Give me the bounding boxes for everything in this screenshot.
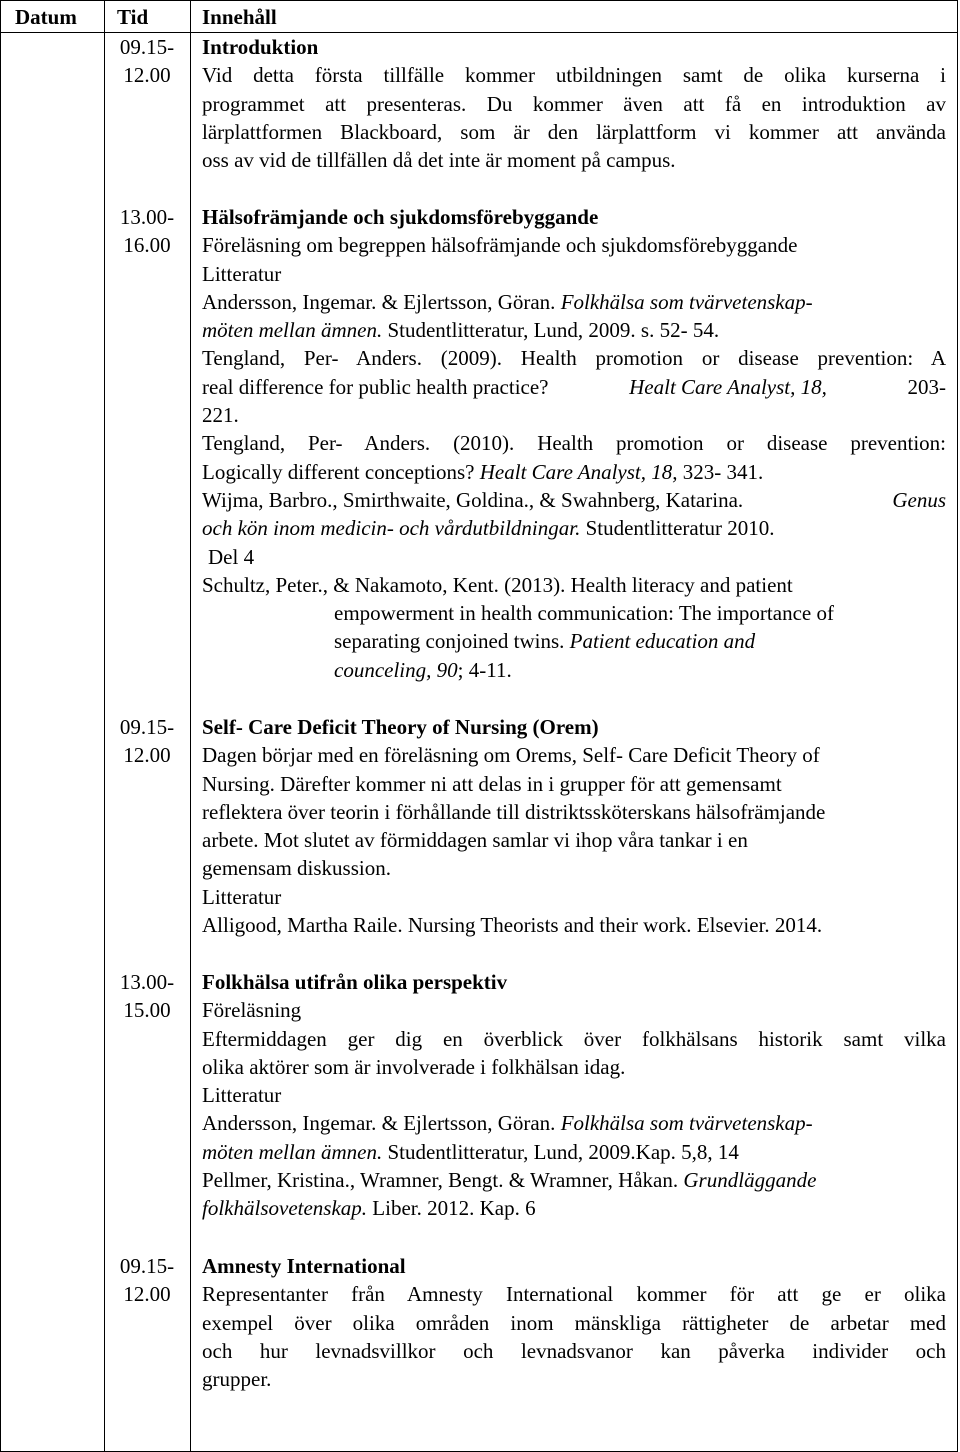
table-border-left [0,0,1,1452]
section-title: Folkhälsa utifrån olika perspektiv [202,970,508,994]
section-title: Hälsofrämjande och sjukdomsförebyggande [202,205,599,229]
paragraph-line: programmet att presenteras. Du kommer även att få en introduktion av [202,91,946,116]
ref-title: Folkhälsa som tvärvetenskap- [560,1111,813,1136]
reference-line: Tengland, Per- Anders. (2009). Health promotion or disease prevention: A [202,346,946,371]
reference-line [202,316,946,344]
paragraph-line: reflektera över teorin i förhållande till distriktssköterskans hälsofrämjande [202,799,826,824]
ref-title: Logically different conceptions? [202,459,475,484]
row-content-introduktion [202,33,946,174]
row-content-amnesty [202,1252,946,1393]
row-time [105,203,189,260]
reference-line [202,458,946,486]
column-divider-tid [190,0,191,1452]
time-end: 12.00 [123,63,171,88]
paragraph-line: lärplattformen Blackboard, som är den lärplattform vi kommer att använda [202,119,946,144]
time-end: 12.00 [123,743,171,768]
paragraph-line: Representanter från Amnesty International kommer för att ge er olika [202,1282,946,1307]
ref-authors: Wijma, Barbro., Smirthwaite, Goldina., & Swahnberg, Katarina. [202,487,744,512]
ref-pages: 323- 341. [682,459,764,484]
ref-journal: Patient education and [569,629,756,654]
header-datum: Datum [15,5,77,29]
paragraph-line: exempel över olika områden inom mänskliga rättigheter de arbetar med [202,1310,946,1335]
row-time [105,713,189,770]
row-time [105,1252,189,1309]
paragraph-line: och hur levnadsvillkor och levnadsvanor kan påverka individer och [202,1338,946,1363]
paragraph-line: Dagen börjar med en föreläsning om Orems, Self- Care Deficit Theory of [202,743,820,768]
paragraph-line: Vid detta första tillfälle kommer utbildningen samt de olika kurserna i [202,63,946,88]
time-start: 13.00- [119,970,175,994]
ref-title: Genus [892,487,946,512]
ref-title: och kön inom medicin- och vårdutbildningar. [202,516,581,541]
reference-line: Tengland, Per- Anders. (2010). Health promotion or disease prevention: [202,431,946,456]
reference-line [202,627,946,655]
reference-line [202,1138,946,1166]
section-title: Introduktion [202,35,319,59]
literature-label: Litteratur [202,884,282,909]
ref-authors: Andersson, Ingemar. & Ejlertsson, Göran. [202,1111,556,1136]
reference-line [202,1109,946,1137]
table-border-right [957,0,958,1452]
header-tid: Tid [117,5,149,29]
reference-line [202,1194,946,1222]
reference-line [202,288,946,316]
row-content-folkhalsa [202,968,946,1223]
section-subtitle: Föreläsning [202,998,302,1023]
reference-line [202,656,946,684]
row-time [105,968,189,1025]
time-start: 13.00- [119,205,175,229]
reference-line [202,373,946,401]
reference-line [202,514,946,542]
literature-label: Litteratur [202,261,282,286]
section-subtitle: Föreläsning om begreppen hälsofrämjande och sjukdomsförebyggande [202,233,798,258]
reference-line: empowerment in health communication: The importance of [334,601,834,626]
ref-publisher: Liber. 2012. Kap. 6 [372,1196,536,1221]
header-innehall: Innehåll [202,5,277,29]
ref-title: möten mellan ämnen. [202,1139,383,1164]
ref-publisher: Studentlitteratur, Lund, 2009.Kap. 5,8, 14 [387,1139,739,1164]
time-end: 12.00 [123,1282,171,1307]
ref-journal: Healt Care Analyst, 18, [629,374,827,399]
ref-title: Grundläggande [683,1168,817,1193]
part-label: Del 4 [208,544,255,569]
row-content-self-care [202,713,946,939]
time-end: 15.00 [123,998,171,1023]
time-end: 16.00 [123,233,171,258]
ref-title: real difference for public health practice? [202,374,549,399]
table-border-top [0,0,958,1]
time-start: 09.15- [119,715,175,739]
ref-title: Folkhälsa som tvärvetenskap- [560,289,813,314]
ref-authors: Andersson, Ingemar. & Ejlertsson, Göran. [202,289,556,314]
paragraph-line: Eftermiddagen ger dig en överblick över folkhälsans historik samt vilka [202,1026,946,1051]
paragraph-line: oss av vid de tillfällen då det inte är moment på campus. [202,148,676,173]
ref-publisher: Studentlitteratur, Lund, 2009. s. 52- 54. [387,318,720,343]
reference-line: 221. [202,403,239,428]
ref-title: möten mellan ämnen. [202,318,383,343]
section-title: Amnesty International [202,1254,406,1278]
ref-pages: ; 4-11. [457,657,512,682]
row-content-halsoframjande [202,203,946,684]
paragraph-line: arbete. Mot slutet av förmiddagen samlar vi ihop våra tankar i en [202,828,748,853]
reference-line: Schultz, Peter., & Nakamoto, Kent. (2013). Health literacy and patient [202,572,793,597]
paragraph-line: olika aktörer som är involverade i folkhälsan idag. [202,1054,626,1079]
time-start: 09.15- [119,35,175,59]
row-time [105,33,189,90]
ref-title: folkhälsovetenskap. [202,1196,368,1221]
time-start: 09.15- [119,1254,175,1278]
ref-pages: 203- [907,374,946,399]
ref-publisher: Studentlitteratur 2010. [585,516,775,541]
reference-line [202,486,946,514]
ref-authors: Pellmer, Kristina., Wramner, Bengt. & Wramner, Håkan. [202,1168,679,1193]
paragraph-line: Nursing. Därefter kommer ni att delas in i grupper för att gemensamt [202,771,782,796]
reference-line: Alligood, Martha Raile. Nursing Theorists and their work. Elsevier. 2014. [202,913,823,938]
literature-label: Litteratur [202,1083,282,1108]
paragraph-line: gemensam diskussion. [202,856,391,881]
section-title: Self- Care Deficit Theory of Nursing (Orem) [202,715,599,739]
reference-line [202,1166,946,1194]
ref-journal: counceling, 90 [334,657,458,682]
ref-title: separating conjoined twins. [334,629,565,654]
paragraph-line: grupper. [202,1367,272,1392]
ref-journal: Healt Care Analyst, 18, [479,459,678,484]
